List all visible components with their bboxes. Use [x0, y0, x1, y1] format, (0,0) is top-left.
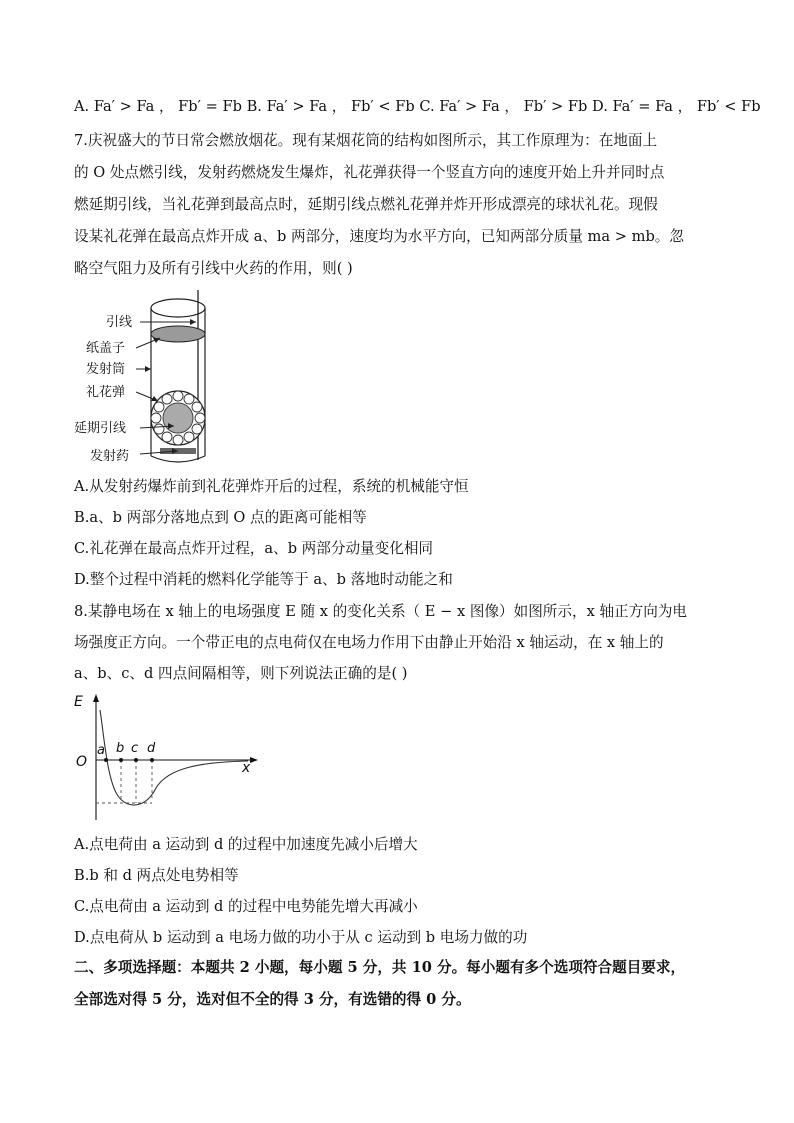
label-a: a — [97, 743, 105, 758]
q7-stem-line-1: 7.庆祝盛大的节日常会燃放烟花。现有某烟花筒的结构如图所示，其工作原理为：在地面上 — [74, 132, 658, 149]
section2-header-line-2: 全部选对得 5 分，选对但不全的得 3 分，有选错的得 0 分。 — [74, 991, 471, 1008]
q8-stem-line-3: a、b、c、d 四点间隔相等，则下列说法正确的是( ) — [74, 665, 408, 682]
label-paper-cap: 纸盖子 — [86, 341, 126, 356]
q7-option-b: B.a、b 两部分落地点到 O 点的距离可能相等 — [74, 509, 367, 526]
label-firework-shell: 礼花弹 — [86, 385, 126, 400]
label-propellant: 发射药 — [90, 449, 130, 464]
q8-stem-line-1: 8.某静电场在 x 轴上的电场强度 E 随 x 的变化关系（ E − x 图像）如图所示，x 轴正方向为电 — [74, 603, 688, 620]
q6-options-text: A. Fa′ > Fa ， Fb′ = Fb B. Fa′ > Fa ， Fb′ < Fb C. Fa′ > Fa ， Fb′ > Fb D. Fa′ = Fa ， Fb′ < Fb — [74, 98, 761, 115]
label-fuse: 引线 — [106, 315, 133, 330]
label-launch-tube: 发射筒 — [86, 362, 126, 377]
firework-tube-figure — [70, 288, 220, 470]
q8-option-d: D.点电荷从 b 运动到 a 电场力做的功小于从 c 运动到 b 电场力做的功 — [74, 929, 528, 946]
point-a — [104, 758, 108, 762]
label-c: c — [131, 741, 139, 756]
point-b — [119, 758, 123, 762]
e-x-graph — [70, 690, 270, 830]
q8-option-c: C.点电荷由 a 运动到 d 的过程中电势能先增大再减小 — [74, 898, 418, 915]
section2-header-line-1: 二、多项选择题：本题共 2 小题，每小题 5 分，共 10 分。每小题有多个选项符合题目要求， — [74, 959, 686, 976]
q7-option-c: C.礼花弹在最高点炸开过程，a、b 两部分动量变化相同 — [74, 540, 434, 557]
x-axis-label: x — [242, 760, 251, 776]
q7-option-d: D.整个过程中消耗的燃料化学能等于 a、b 落地时动能之和 — [74, 571, 453, 588]
point-d — [150, 758, 154, 762]
q8-stem-line-2: 场强度正方向。一个带正电的点电荷仅在电场力作用下由静止开始沿 x 轴运动，在 x 轴上的 — [74, 634, 664, 651]
label-delay-fuse: 延期引线 — [74, 421, 127, 436]
label-d: d — [147, 741, 156, 756]
label-b: b — [116, 741, 125, 756]
q8-option-b: B.b 和 d 两点处电势相等 — [74, 867, 239, 884]
q8-option-a: A.点电荷由 a 运动到 d 的过程中加速度先减小后增大 — [74, 836, 418, 853]
origin-label: O — [76, 754, 88, 770]
q7-stem-line-2: 的 O 处点燃引线，发射药燃烧发生爆炸，礼花弹获得一个竖直方向的速度开始上升并同时点 — [74, 164, 665, 181]
q7-stem-line-4: 设某礼花弹在最高点炸开成 a、b 两部分，速度均为水平方向，已知两部分质量 ma > mb。忽 — [74, 228, 684, 245]
q7-stem-line-3: 燃延期引线，当礼花弹到最高点时，延期引线点燃礼花弹并炸开形成漂亮的球状礼花。现假 — [74, 196, 658, 213]
e-x-curve — [100, 710, 248, 805]
q7-option-a: A.从发射药爆炸前到礼花弹炸开后的过程，系统的机械能守恒 — [74, 478, 469, 495]
e-axis-label: E — [74, 694, 83, 710]
point-c — [134, 758, 138, 762]
q6-options — [74, 97, 761, 117]
q7-stem-line-5: 略空气阻力及所有引线中火药的作用，则( ) — [74, 260, 353, 277]
